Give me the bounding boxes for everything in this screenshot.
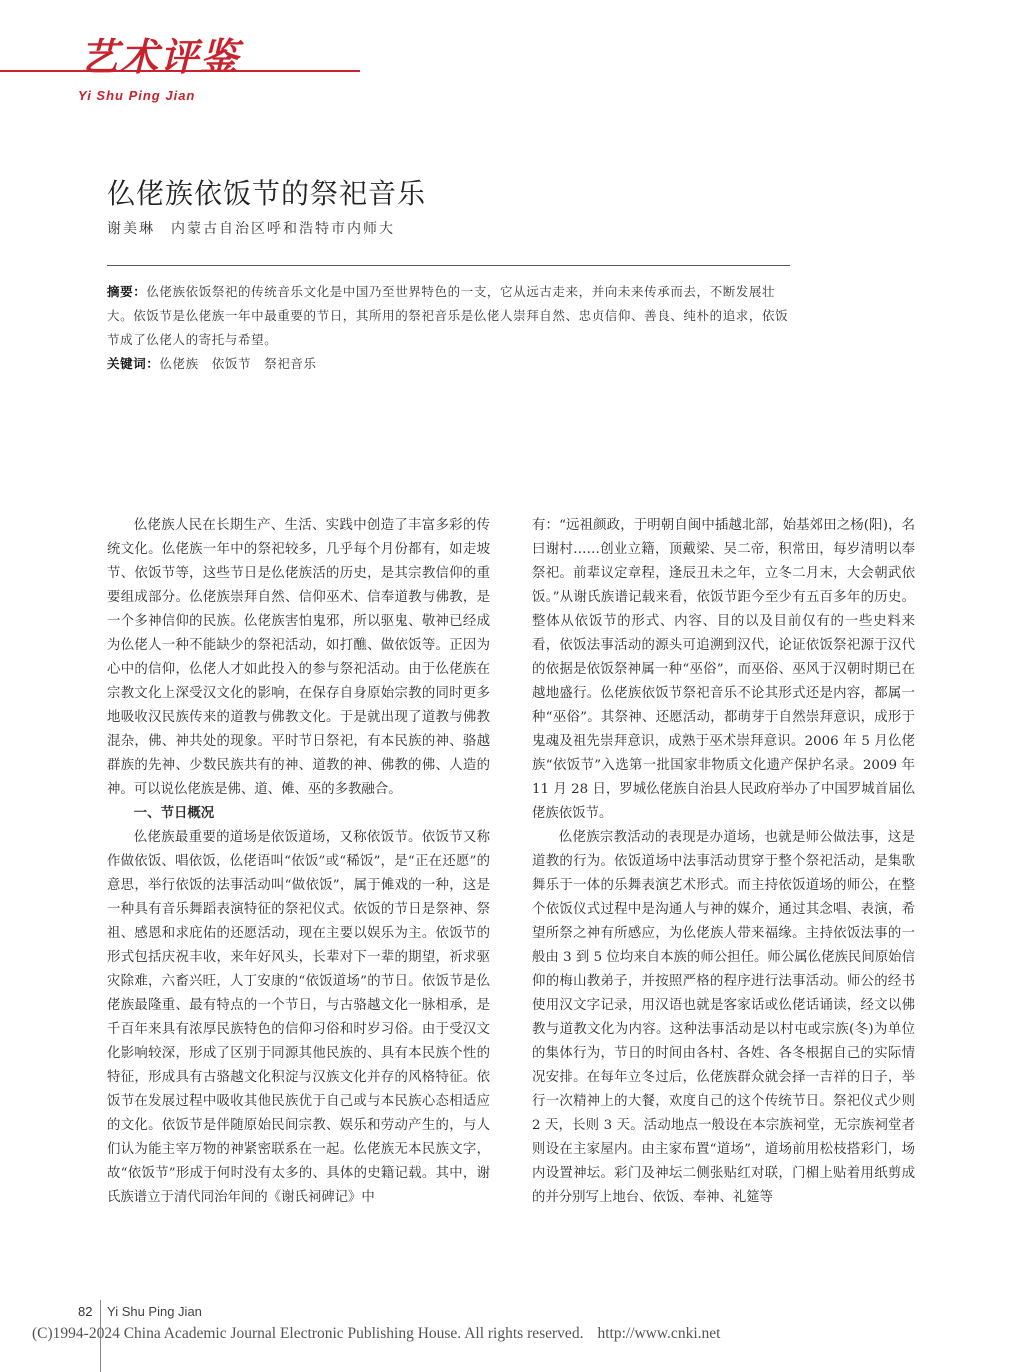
article-title: 仫佬族依饭节的祭祀音乐 [107, 177, 427, 210]
copyright-notice [32, 1325, 720, 1343]
paragraph: 仫佬族人民在长期生产、生活、实践中创造了丰富多彩的传统文化。仫佬族一年中的祭祀较多，几乎每个月份都有，如走坡节、依饭节等，这些节日是仫佬族活的历史，是其宗教信仰的重要组成部分。仫佬族崇拜自然、信仰巫术、信奉道教与佛教，是一个多神信仰的民族。仫佬族害怕鬼邪，所以驱鬼、敬神已经成为仫佬人一种不能缺少的祭祀活动，如打醮、做依饭等。正因为心中的信仰，仫佬人才如此投入的参与祭祀活动。由于仫佬族在宗教文化上深受汉文化的影响，在保存自身原始宗教的同时更多地吸收汉民族传来的道教与佛教文化。于是就出现了道教与佛教混杂，佛、神共处的现象。平时节日祭祀，有本民族的神、骆越群族的先神、少数民族共有的神、道教的神、佛教的佛、人造的神。可以说仫佬族是佛、道、傩、巫的多教融合。 [107, 518, 490, 797]
author-line: 谢美琳 内蒙古自治区呼和浩特市内师大 [107, 221, 395, 237]
journal-logo: 艺术评鉴 [80, 35, 241, 79]
section-heading: 一、节日概况 [133, 806, 215, 821]
abstract-label: 摘要： [107, 284, 147, 299]
keywords-label: 关键词： [107, 356, 160, 371]
title-divider [107, 265, 790, 266]
abstract-text: 仫佬族依饭祭祀的传统音乐文化是中国乃至世界特色的一支，它从远古走来，并向未来传承而去，不断发展壮大。依饭节是仫佬族一年中最重要的节日，其所用的祭祀音乐是仫佬人崇拜自然、忠贞信仰、善良、纯朴的追求，依饭节成了仫佬人的寄托与希望。 [107, 284, 789, 347]
abstract-block [107, 280, 790, 376]
masthead [0, 0, 420, 130]
keywords-text: 仫佬族 依饭节 祭祀音乐 [159, 356, 317, 371]
paragraph: 仫佬族最重要的道场是依饭道场，又称依饭节。依饭节又称作做依饭、唱依饭，仫佬语叫“依饭”或“稀饭”，是“正在还愿”的意思，举行依饭的法事活动叫“做依饭”，属于傩戏的一种，这是一种具有音乐舞蹈表演特征的祭祀仪式。依饭的节日是祭神、祭祖、感恩和求庇佑的还愿活动，现在主要以娱乐为主。依饭节的形式包括庆祝丰收，来年好风头，长辈对下一辈的期望，祈求驱灾除难，六畜兴旺，人丁安康的“依饭道场”的节日。依饭节是仫佬族最隆重、最有特点的一个节日，与古骆越文化一脉相承，是千百年来具有浓厚民族特色的信仰习俗和时岁习俗。由于受汉文化影响较深，形成了区别于同源其他民族的、具有本民族个性的特征，形成具有古骆越文化积淀与汉族文化并存的风格特征。依饭节在发展过程中吸收其他民族优于自己或与本民族心态相适应的文化。依饭节是伴随原始民间宗教、娱乐和劳动产生的，与人们认为能主宰万物的神紧密联系在一起。仫佬族无本民族文字，故“依饭节”形成于何时没有太多的、具体的史籍记载。其中，谢氏族谱立于清代同治年间的《谢氏祠碑记》中 [107, 830, 490, 1205]
paragraph: 仫佬族宗教活动的表现是办道场，也就是师公做法事，这是道教的行为。依饭道场中法事活动贯穿于整个祭祀活动，是集歌舞乐于一体的乐舞表演艺术形式。而主持依饭道场的师公，在整个依饭仪式过程中是沟通人与神的媒介，通过其念唱、表演，希望所祭之神有所感应，为仫佬族人带来福缘。主持依饭法事的一般由 3 到 5 位均来自本族的师公担任。师公属仫佬族民间原始信仰的梅山教弟子，并按照严格的程序进行法事活动。师公的经书使用汉文字记录，用汉语也就是客家话或仫佬话诵读，经文以佛教与道教文化为内容。这种法事活动是以村屯或宗族(冬)为单位的集体行为，节日的时间由各村、各姓、各冬根据自己的实际情况安排。在每年立冬过后，仫佬族群众就会择一吉祥的日子，举行一次精神上的大餐，欢度自己的这个传统节日。祭祀仪式少则 2 天，长则 3 天。活动地点一般设在本宗族祠堂，无宗族祠堂者则设在主家屋内。由主家布置“道场”，道场前用松枝搭彩门，场内设置神坛。彩门及神坛二侧张贴红对联，门楣上贴着用纸剪成的并分别写上地台、依饭、奉神、礼筵等 [532, 830, 915, 1205]
footer-journal-name: Yi Shu Ping Jian [107, 1304, 202, 1319]
keywords [107, 352, 790, 376]
cnki-link[interactable]: http://www.cnki.net [597, 1325, 721, 1342]
page-number: 82 [78, 1304, 93, 1319]
copyright-text: (C)1994-2024 China Academic Journal Electronic Publishing House. All rights reserved. [32, 1325, 584, 1342]
journal-logo-pinyin: Yi Shu Ping Jian [78, 88, 196, 103]
paragraph: 有：“远祖颜政，于明朝自闽中插越北部，始基郊田之杨(阳)，名曰谢村……创业立籍，顶戴梁、吴二帝，积常田，每岁清明以奉祭祀。前辈议定章程，逢辰丑未之年，立冬二月末，大会朝武依饭。”从谢氏族谱记载来看，依饭节距今至少有五百多年的历史。整体从依饭节的形式、内容、目的以及目前仅有的一些史料来看，依饭法事活动的源头可追溯到汉代，论证依饭祭祀源于汉代的依据是依饭祭神属一种“巫俗”，而巫俗、巫风于汉朝时期已在越地盛行。仫佬族依饭节祭祀音乐不论其形式还是内容，都属一种“巫俗”。其祭神、还愿活动，都萌芽于自然崇拜意识，成形于鬼魂及祖先崇拜意识，成熟于巫术崇拜意识。2006 年 5 月仫佬族“依饭节”入选第一批国家非物质文化遗产保护名录。2009 年 11 月 28 日，罗城仫佬族自治县人民政府举办了中国罗城首届仫佬族依饭节。 [532, 518, 915, 821]
abstract [107, 280, 790, 352]
body-column-left [107, 514, 490, 1210]
body-column-right [532, 514, 915, 1210]
